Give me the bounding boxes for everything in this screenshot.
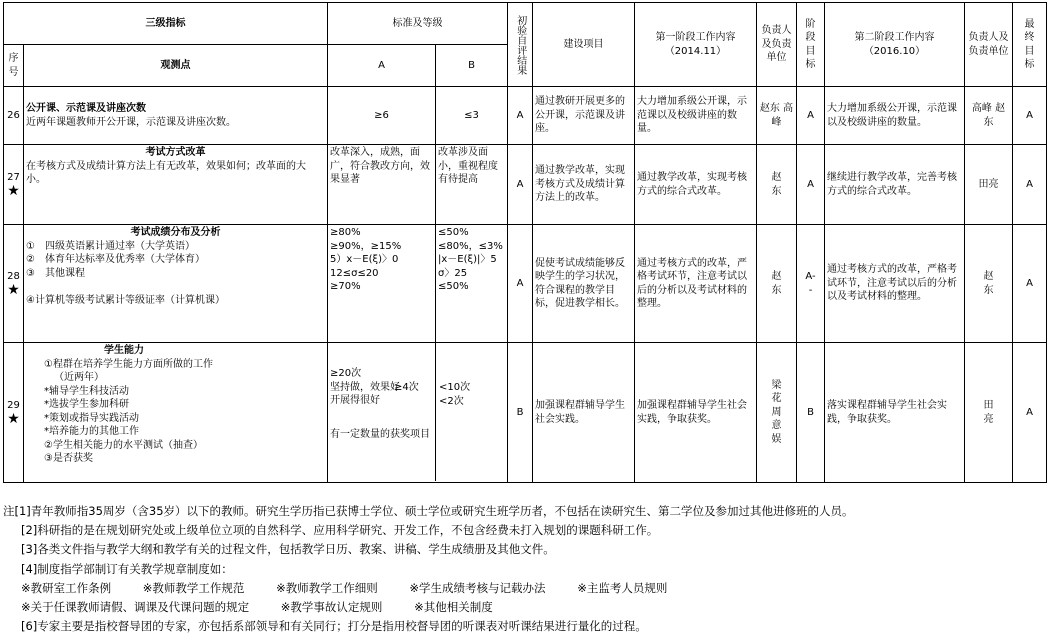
evaluation-table <box>3 2 1047 483</box>
grade-a-block <box>330 367 434 441</box>
note-2: [2]科研指的是在规划研究处或上级单位立项的自然科学、应用科学研究、开发工作，不包含经费未打入规划的课题科研工作。 <box>21 523 659 538</box>
grade-divider <box>435 343 436 481</box>
phase2-cell: 大力增加系级公开课，示范课以及校级讲座的数量。 <box>825 87 965 145</box>
list-item: ※教师教学工作细则 <box>276 580 378 595</box>
final-cell: A <box>1013 145 1047 225</box>
goal-cell: B <box>797 343 825 483</box>
grade-b-line: <10次 <box>439 382 471 393</box>
owner2-cell: 田亮 <box>965 145 1013 225</box>
star-icon: ★ <box>7 411 20 428</box>
row-desc-line: ④计算机等级考试累计等级证率（计算机课） <box>26 294 225 306</box>
table-row <box>4 225 1047 343</box>
row-desc-line: （近两年） <box>54 372 104 383</box>
row-title: 考试成绩分布及分析 <box>130 227 221 238</box>
project-cell: 通过教学改革，实现考核方式及成绩计算方法上的改革。 <box>533 145 635 225</box>
row-desc-line: ②学生相关能力的水平测试（抽查） <box>44 439 203 451</box>
row-number: 27 <box>7 171 20 183</box>
list-item: ※学生成绩考核与记载办法 <box>409 580 546 595</box>
row-desc-line <box>26 280 325 294</box>
header-grade-a: A <box>328 45 436 87</box>
row-desc-line: *选拔学生参加科研 <box>44 399 129 410</box>
grade-a-line: 有一定数量的获奖项目 <box>330 428 430 440</box>
note-4: [4]制度指学部制订有关教学规章制度如： <box>21 561 233 576</box>
header-selfeval: 初验自评结果 <box>508 3 533 87</box>
header-obs: 观测点 <box>24 45 328 87</box>
goal-cell: A <box>797 87 825 145</box>
grade-a-inline: ≥4次 <box>394 382 419 393</box>
star-icon: ★ <box>7 282 20 299</box>
selfeval-cell: A <box>508 87 533 145</box>
row-number: 28 <box>7 270 20 282</box>
list-item: ※关于任课教师请假、调课及代课问题的规定 <box>21 600 250 615</box>
grade-a-line: ≥90%，≥15% <box>330 240 402 252</box>
list-item: ※教师教学工作规范 <box>142 580 245 595</box>
observation-cell <box>24 87 328 145</box>
row-desc-line: *培养能力的其他工作 <box>44 426 139 437</box>
row-desc-line: *辅导学生科技活动 <box>44 385 129 397</box>
row-desc-line: *策划或指导实践活动 <box>44 412 139 424</box>
goal-cell: A-- <box>797 225 825 343</box>
grade-a-line: ≥70% <box>330 281 361 292</box>
header-phase-goal: 阶段目标 <box>797 3 825 87</box>
row-title: 学生能力 <box>104 345 144 356</box>
row-desc-line: ③是否获奖 <box>44 453 93 464</box>
row-number: 29 <box>7 399 20 411</box>
grade-b-line: <2次 <box>439 395 464 407</box>
phase2-cell: 继续进行教学改革，完善考核方式的综合式改革。 <box>825 145 965 225</box>
row-number: 26 <box>4 87 24 145</box>
header-standard: 标准及等级 <box>328 3 508 45</box>
header-phase1: 第一阶段工作内容 （2014.11） <box>635 3 757 87</box>
owner1-cell: 梁花 周意娱 <box>757 343 797 483</box>
project-cell: 加强课程群辅导学生社会实践。 <box>533 343 635 483</box>
grade-cell <box>328 343 508 483</box>
list-item: ※主监考人员规则 <box>577 580 668 595</box>
list-item: ※教研室工作条例 <box>21 580 112 595</box>
grade-b-line: ≤50% <box>438 227 469 238</box>
project-cell: 促使考试成绩能够反映学生的学习状况，符合课程的教学目标，促进教学相长。 <box>533 225 635 343</box>
header-project: 建设项目 <box>533 3 635 87</box>
row-desc-line: 近两年课题教师开公开课，示范课及讲座次数。 <box>26 116 236 128</box>
grade-a-line: 5）x－E(ξ)〉0 <box>330 254 399 265</box>
grade-a-line: 坚持做，效果好 <box>330 381 400 393</box>
note-6: [6]专家主要是指校督导团的专家，亦包括系部领导和有关同行；打分是指用校督导团的听课表对听课结果进行量化的过程。 <box>21 619 647 634</box>
grade-b-cell <box>436 225 508 343</box>
list-item: ※其他相关制度 <box>414 600 493 615</box>
row-number-cell <box>4 343 24 483</box>
header-owner1: 负责人及负责单位 <box>757 3 797 87</box>
phase1-cell: 通过考核方式的改革，严格考试环节，注意考试以后的分析以及考试材料的整理。 <box>635 225 757 343</box>
row-number-cell <box>4 145 24 225</box>
star-icon: ★ <box>7 183 20 200</box>
grade-b-line: |x－E(ξ)|〉5 <box>438 254 497 265</box>
row-desc-line: ① 四级英语累计通过率（大学英语） <box>26 240 195 252</box>
grade-a-cell: ≥6 <box>328 87 436 145</box>
row-desc-line: ③ 其他课程 <box>26 267 85 279</box>
owner1-cell: 赵东 <box>757 225 797 343</box>
grade-a-cell <box>328 225 436 343</box>
observation-cell <box>24 225 328 343</box>
phase1-cell: 大力增加系级公开课，示范课以及校级讲座的数量。 <box>635 87 757 145</box>
note-3: [3]各类文件指与教学大纲和教学有关的过程文件，包括教学日历、教案、讲稿、学生成绩册及其他文件。 <box>21 542 555 557</box>
observation-cell <box>24 343 328 483</box>
phase1-cell: 通过教学改革，实现考核方式的综合式改革。 <box>635 145 757 225</box>
list-item: ※教学事故认定规则 <box>280 600 383 615</box>
header-level3: 三级指标 <box>4 3 328 45</box>
selfeval-cell: A <box>508 145 533 225</box>
phase1-cell: 加强课程群辅导学生社会实践，争取获奖。 <box>635 343 757 483</box>
grade-b-cell: 改革涉及面小，重视程度有待提高 <box>436 145 508 225</box>
header-final: 最终目标 <box>1013 3 1047 87</box>
header-phase2: 第二阶段工作内容 （2016.10） <box>825 3 965 87</box>
regulation-list-1 <box>3 579 1043 598</box>
phase2-cell: 通过考核方式的改革，严格考试环节，注意考试以后的分析以及考试材料的整理。 <box>825 225 965 343</box>
final-cell: A <box>1013 87 1047 145</box>
owner2-cell: 赵东 <box>965 225 1013 343</box>
row-desc-line: ①程群在培养学生能力方面所做的工作 <box>44 358 213 370</box>
owner1-cell: 赵东 高峰 <box>757 87 797 145</box>
owner1-cell: 赵东 <box>757 145 797 225</box>
grade-b-cell: ≤3 <box>436 87 508 145</box>
table-row <box>4 87 1047 145</box>
header-seq: 序号 <box>4 45 24 87</box>
grade-b-block <box>439 381 508 408</box>
grade-b-line: ≤50% <box>438 281 469 292</box>
footnotes <box>3 502 1043 636</box>
observation-cell <box>24 145 328 225</box>
row-desc-line: ② 体育年达标率及优秀率（大学体育） <box>26 254 205 265</box>
final-cell: A <box>1013 343 1047 483</box>
row-title: 考试方式改革 <box>145 147 206 158</box>
owner2-cell: 田亮 <box>965 343 1013 483</box>
row-desc-line: 在考核方式及成绩计算方法上有无改革，效果如何；改革面的大小。 <box>26 160 306 185</box>
table-row <box>4 145 1047 225</box>
selfeval-cell: B <box>508 343 533 483</box>
grade-a-cell: 改革深入，成熟，面广，符合教改方向，效果显著 <box>328 145 436 225</box>
table-row <box>4 343 1047 483</box>
header-grade-b: B <box>436 45 508 87</box>
project-cell: 通过教研开展更多的公开课，示范课及讲座。 <box>533 87 635 145</box>
grade-a-line: 开展得很好 <box>330 395 380 406</box>
goal-cell: A <box>797 145 825 225</box>
grade-a-line: ≥80% <box>330 227 361 238</box>
row-number-cell <box>4 225 24 343</box>
note-1: 注[1]青年教师指35周岁（含35岁）以下的教师。研究生学历指已获博士学位、硕士学位或研究生班学历者，不包括在读研究生、第二学位及参加过其他进修班的人员。 <box>3 504 854 518</box>
phase2-cell: 落实课程群辅导学生社会实践，争取获奖。 <box>825 343 965 483</box>
grade-b-line: σ〉25 <box>438 267 468 279</box>
final-cell: A <box>1013 225 1047 343</box>
selfeval-cell: A <box>508 225 533 343</box>
regulation-list-2 <box>3 598 1043 617</box>
header-owner2: 负责人及负责单位 <box>965 3 1013 87</box>
row-title: 公开课、示范课及讲座次数 <box>26 103 146 114</box>
grade-a-line: ≥20次 <box>330 368 362 379</box>
grade-a-line: 12≤σ≤20 <box>330 267 379 279</box>
grade-b-line: ≤80%，≤3% <box>438 240 503 252</box>
owner2-cell: 高峰 赵东 <box>965 87 1013 145</box>
